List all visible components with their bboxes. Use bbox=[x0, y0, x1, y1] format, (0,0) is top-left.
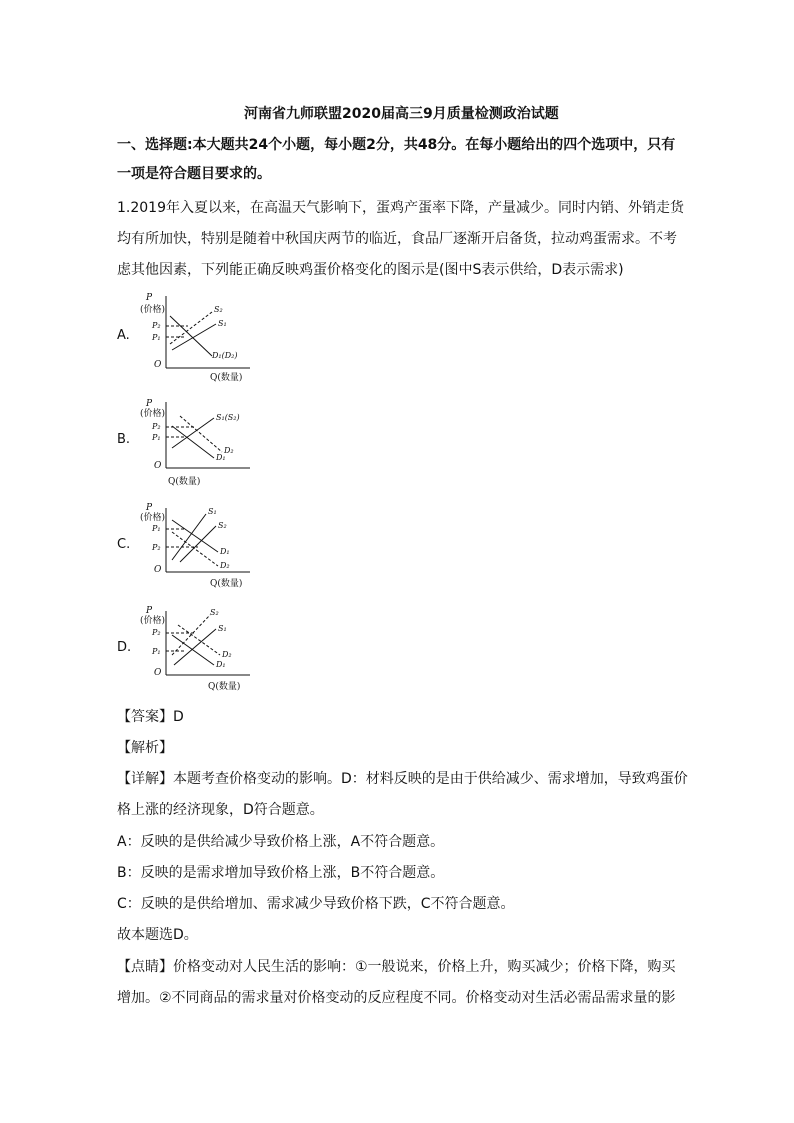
option-c-label: C. bbox=[117, 537, 131, 552]
origin-label: O bbox=[154, 668, 162, 678]
note-line1: 【点睛】价格变动对人民生活的影响：①一般说来，价格上升，购买减少；价格下降，购买 bbox=[117, 959, 676, 975]
analysis-heading: 【解析】 bbox=[117, 740, 173, 756]
d-curve bbox=[170, 316, 212, 356]
q-axis-label: Q(数量) bbox=[208, 682, 241, 692]
explanation-a: A：反映的是供给减少导致价格上涨，A不符合题意。 bbox=[117, 834, 445, 850]
p-lower-label: P₁ bbox=[152, 433, 161, 442]
price-label: (价格) bbox=[140, 616, 166, 626]
curve-label: S₂ bbox=[218, 521, 227, 530]
p-lower-label: P₁ bbox=[152, 333, 161, 342]
price-label: (价格) bbox=[140, 513, 166, 523]
p-upper-label: P₁ bbox=[152, 524, 161, 533]
curve-label: S₁ bbox=[218, 319, 227, 328]
curve-label: D₂ bbox=[222, 650, 232, 659]
p-axis-label: P bbox=[146, 503, 153, 513]
section-heading-line2: 一项是符合题目要求的。 bbox=[117, 166, 271, 182]
d1-curve bbox=[172, 635, 214, 665]
explanation-b: B：反映的是需求增加导致价格上涨，B不符合题意。 bbox=[117, 865, 445, 881]
question-line1: 1.2019年入夏以来，在高温天气影响下，蛋鸡产蛋率下降，产量减少。同时内销、外销走货 bbox=[117, 200, 684, 216]
origin-label: O bbox=[154, 360, 162, 370]
p-axis-label: P bbox=[146, 399, 153, 409]
curve-label: D₁(D₂) bbox=[212, 351, 238, 360]
d2-curve bbox=[172, 532, 218, 566]
origin-label: O bbox=[154, 461, 162, 471]
q-axis-label: Q(数量) bbox=[210, 373, 243, 383]
d1-curve bbox=[172, 426, 214, 458]
option-a-label: A. bbox=[117, 328, 130, 343]
curve-label: S₁ bbox=[208, 507, 217, 516]
curve-label: S₂ bbox=[214, 305, 223, 314]
p-axis-label: P bbox=[146, 606, 153, 616]
curve-label: D₂ bbox=[220, 561, 230, 570]
question-line3: 虑其他因素，下列能正确反映鸡蛋价格变化的图示是(图中S表示供给，D表示需求) bbox=[117, 262, 624, 278]
p-lower-label: P₁ bbox=[152, 647, 161, 656]
p-upper-label: P₂ bbox=[152, 321, 161, 330]
q-axis-label: Q(数量) bbox=[168, 477, 201, 487]
d2-curve bbox=[178, 625, 220, 655]
page-title: 河南省九师联盟2020届高三9月质量检测政治试题 bbox=[244, 106, 559, 122]
option-d-label: D. bbox=[117, 640, 132, 655]
p-lower-label: P₂ bbox=[152, 543, 161, 552]
explanation-c: C：反映的是供给增加、需求减少导致价格下跌，C不符合题意。 bbox=[117, 896, 515, 912]
section-heading-line1: 一、选择题:本大题共24个小题，每小题2分，共48分。在每小题给出的四个选项中，只有 bbox=[117, 137, 676, 153]
p-axis-label: P bbox=[146, 293, 153, 303]
detail-line2: 格上涨的经济现象，D符合题意。 bbox=[117, 802, 324, 818]
curve-label: D₁ bbox=[216, 453, 226, 462]
answer: 【答案】D bbox=[117, 709, 184, 725]
price-label: (价格) bbox=[140, 305, 166, 315]
p-upper-label: P₂ bbox=[152, 422, 161, 431]
option-a-graph bbox=[140, 290, 260, 382]
note-line2: 增加。②不同商品的需求量对价格变动的反应程度不同。价格变动对生活必需品需求量的影 bbox=[117, 990, 676, 1006]
conclusion: 故本题选D。 bbox=[117, 927, 198, 943]
option-b-graph bbox=[140, 396, 260, 488]
curve-label: S₁ bbox=[218, 624, 227, 633]
price-label: (价格) bbox=[140, 409, 166, 419]
option-c-graph bbox=[140, 500, 260, 592]
s1-curve bbox=[174, 629, 216, 665]
origin-label: O bbox=[154, 565, 162, 575]
curve-label: D₁ bbox=[216, 660, 226, 669]
detail-line1: 【详解】本题考查价格变动的影响。D：材料反映的是由于供给减少、需求增加，导致鸡蛋价 bbox=[117, 771, 688, 787]
option-b-label: B. bbox=[117, 432, 131, 447]
curve-label: D₁ bbox=[220, 547, 230, 556]
s-curve bbox=[172, 418, 214, 448]
question-line2: 均有所加快，特别是随着中秋国庆两节的临近，食品厂逐渐开启备货，拉动鸡蛋需求。不考 bbox=[117, 231, 677, 247]
p-upper-label: P₂ bbox=[152, 628, 161, 637]
option-d-graph bbox=[140, 603, 260, 695]
curve-label: S₁(S₂) bbox=[216, 413, 240, 422]
q-axis-label: Q(数量) bbox=[210, 579, 243, 589]
curve-label: D₂ bbox=[224, 446, 234, 455]
curve-label: S₂ bbox=[210, 608, 219, 617]
s2-curve bbox=[180, 526, 216, 562]
